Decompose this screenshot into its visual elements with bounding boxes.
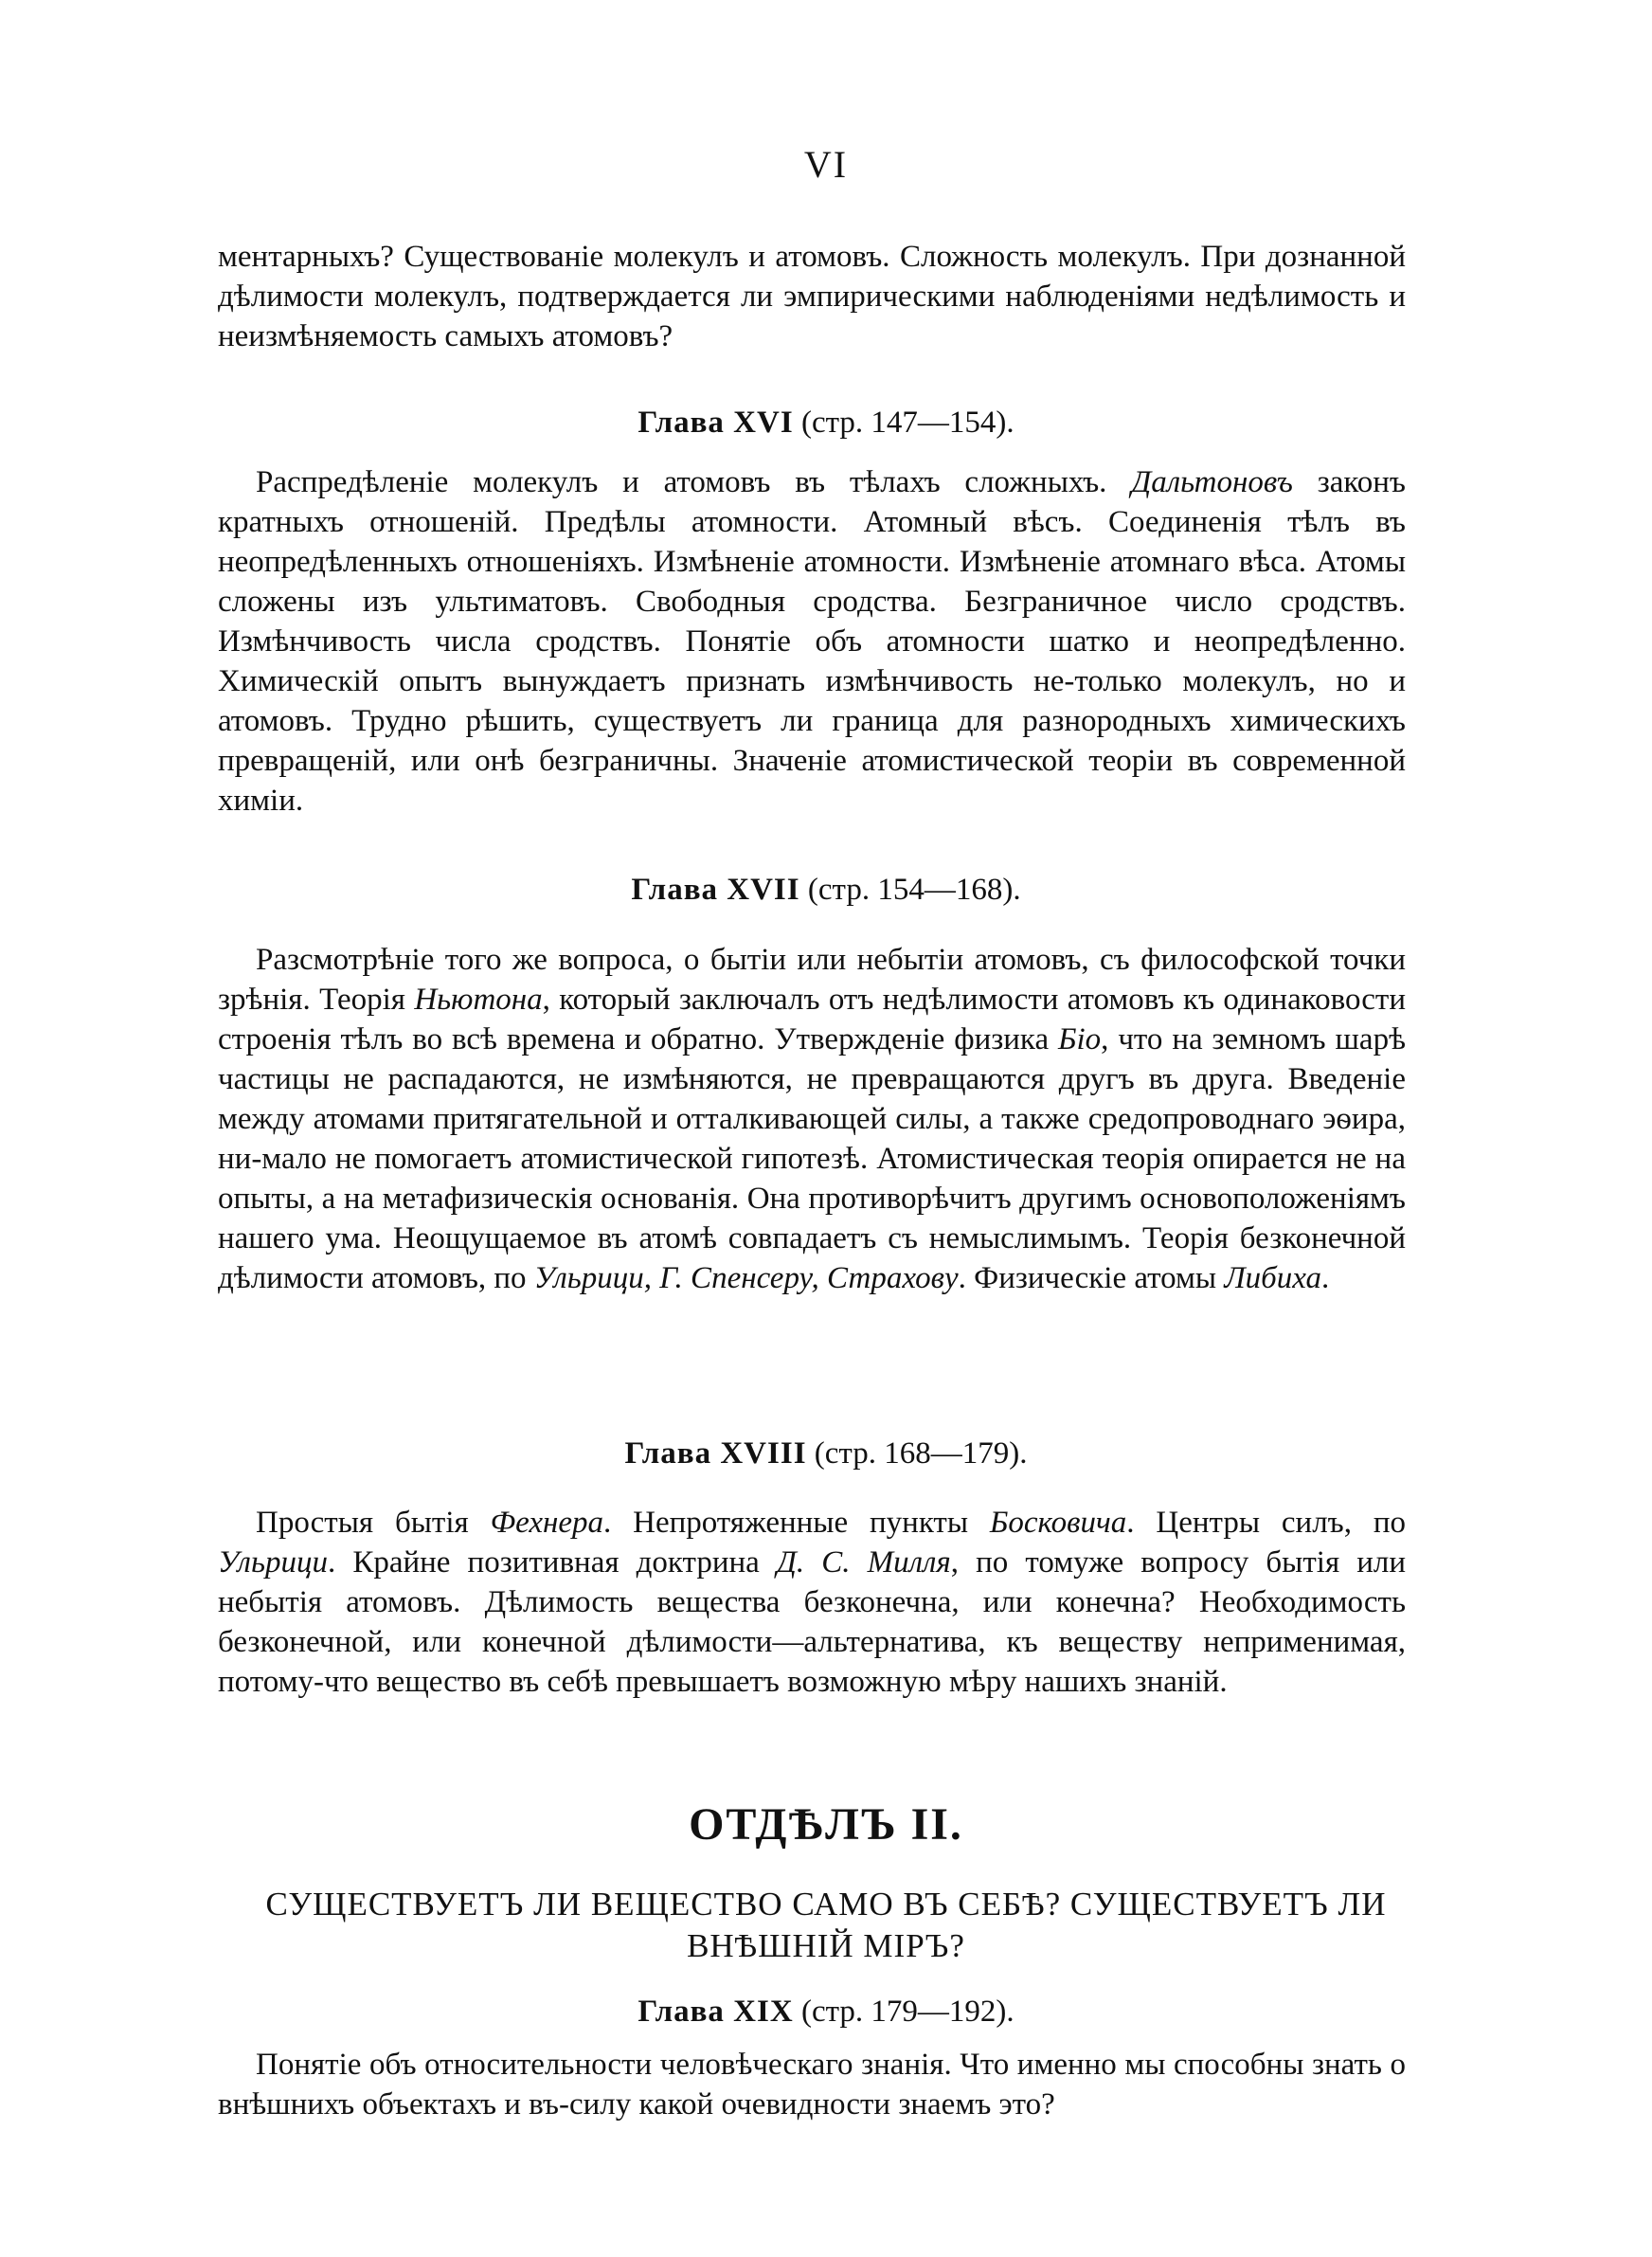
chapter-summary-xvii — [218, 940, 1406, 1298]
text-segment: , по томуже вопросу бытія или небытія атомовъ. Дѣлимость вещества безконечна, или конечна? Необходимость безконечной, или конечной дѣлимости—альтернатива, къ веществу неприменимая, потому-что вещество въ себѣ превышаетъ возможную мѣру нашихъ знаній. — [218, 1545, 1407, 1699]
chapter-heading-xvii — [0, 870, 1652, 910]
chapter-summary-xviii — [218, 1503, 1406, 1702]
chapter-heading-xvi — [0, 403, 1652, 442]
italic-name: Ньютона — [414, 983, 543, 1017]
intro-paragraph-block — [218, 237, 1406, 356]
chapter-heading-xviii — [0, 1434, 1652, 1473]
text-segment: . Крайне позитивная доктрина — [327, 1545, 777, 1580]
text-segment: Понятіе объ относительности человѣческаго знанія. Что именно мы способны знать о внѣшнихъ объектахъ и въ-силу какой очевидности знаемъ это? — [218, 2048, 1406, 2122]
text-segment: . Центры силъ, по — [1126, 1506, 1407, 1540]
chapter-paragraph — [218, 2045, 1406, 2124]
italic-name: Либиха — [1224, 1261, 1321, 1295]
italic-name: Фехнера — [490, 1506, 603, 1540]
chapter-label: Глава XVIII — [624, 1436, 807, 1471]
text-segment: , что на земномъ шарѣ частицы не распадаются, не измѣняются, не превращаются другъ въ друга. Введеніе между атомами притягательной и отталкивающей силы, а также средопроводнаго эѳира, ни-мало не помогаетъ атомистической гипотезѣ. Атомистическая теорія опирается не на опыты, а на метафизическія основанія. Она противорѣчитъ другимъ основоположеніямъ нашего ума. Неощущаемое въ атомѣ совпадаетъ съ немыслимымъ. Теорія безконечной дѣлимости атомовъ, по — [218, 1022, 1406, 1295]
chapter-paragraph — [218, 940, 1406, 1298]
text-segment: . — [1321, 1261, 1330, 1295]
section-subtitle: СУЩЕСТВУЕТЪ ЛИ ВЕЩЕСТВО САМО ВЪ СЕБѢ? СУЩЕСТВУЕТЪ ЛИ ВНѢШНІЙ МІРЪ? — [265, 1886, 1387, 1964]
italic-name: Біо — [1058, 1022, 1102, 1056]
italic-name: Ульрици, Г. Спенсеру, Страхову — [533, 1261, 959, 1295]
chapter-pages: (стр. 147—154). — [800, 406, 1015, 440]
text-segment: . Непротяженные пункты — [602, 1506, 990, 1540]
italic-name: Ульрици — [218, 1545, 328, 1580]
italic-name: Босковича — [989, 1506, 1127, 1540]
text-segment: Распредѣленіе молекулъ и атомовъ въ тѣлахъ сложныхъ. — [256, 465, 1132, 499]
chapter-pages: (стр. 168—179). — [814, 1436, 1028, 1471]
chapter-label: Глава XVII — [631, 873, 800, 907]
chapter-summary-xix — [218, 2045, 1406, 2124]
chapter-heading-xix — [0, 1992, 1652, 2031]
text-segment: Простыя бытія — [256, 1506, 491, 1540]
italic-name: Дальтоновъ — [1131, 465, 1293, 499]
text-segment: , который заключалъ отъ недѣлимости атомовъ къ одинаковости строенія тѣлъ во всѣ времена и обратно. Утвержденіе физика — [218, 983, 1406, 1056]
chapter-pages: (стр. 179—192). — [800, 1995, 1015, 2029]
section-title: ОТДѢЛЪ II. — [689, 1799, 963, 1850]
chapter-label: Глава XIX — [637, 1995, 794, 2029]
text-segment: Разсмотрѣніе того же вопроса, о бытіи или небытіи атомовъ, съ философской точки зрѣнія. Теорія — [218, 943, 1406, 1017]
chapter-paragraph — [218, 462, 1406, 821]
text-segment: законъ кратныхъ отношеній. Предѣлы атомности. Атомный вѣсъ. Соединенія тѣлъ въ неопредѣленныхъ отношеніяхъ. Измѣненіе атомности. Измѣненіе атомнаго вѣса. Атомы сложены изъ ультиматовъ. Свободныя сродства. Безграничное число сродствъ. Измѣнчивость числа сродствъ. Понятіе объ атомности шатко и неопредѣленно. Химическій опытъ вынуждаетъ признать измѣнчивость не-только молекулъ, но и атомовъ. Трудно рѣшить, существуетъ ли граница для разнородныхъ химическихъ превращеній, или онѣ безграничны. Значеніе атомистической теоріи въ современной химіи. — [218, 465, 1406, 818]
page-number: VI — [803, 143, 849, 186]
intro-paragraph: ментарныхъ? Существованіе молекулъ и атомовъ. Сложность молекулъ. При дознанной дѣлимости молекулъ, подтверждается ли эмпирическими наблюденіями недѣлимость и неизмѣняемость самыхъ атомовъ? — [218, 240, 1406, 353]
text-segment: . Физическіе атомы — [958, 1261, 1225, 1295]
chapter-pages: (стр. 154—168). — [807, 873, 1021, 907]
chapter-label: Глава XVI — [637, 406, 794, 440]
chapter-paragraph — [218, 1503, 1406, 1702]
chapter-summary-xvi — [218, 462, 1406, 821]
italic-name: Д. С. Милля — [776, 1545, 951, 1580]
